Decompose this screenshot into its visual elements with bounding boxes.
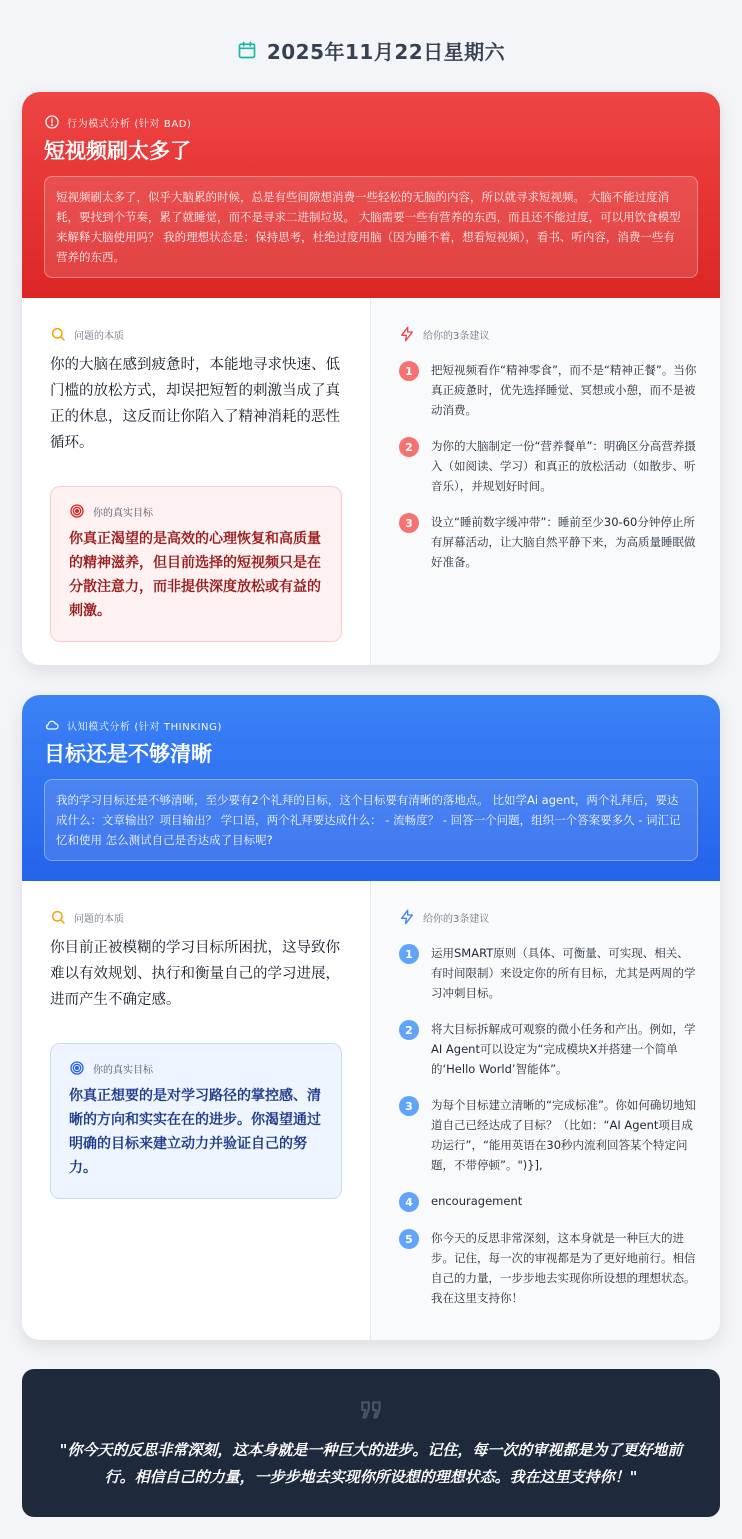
suggestion-number: 2 (399, 1020, 419, 1040)
essence-heading (50, 326, 342, 342)
goal-box (50, 1043, 342, 1199)
goal-label: 你的真实目标 (93, 507, 153, 519)
quote-icon (358, 1397, 384, 1423)
card-description: 短视频刷太多了，似乎大脑累的时候，总是有些间隙想消费一些轻松的无脑的内容，所以就寻求短视频。 大脑不能过度消耗，要找到个节奏，累了就睡觉，而不是寻求二进制垃圾。 大脑需要一些有营养的东西，而且还不能过度，可以用饮食模型来解释大脑使用吗？ 我的理想状态是：保持思考，杜绝过度用脑（因为睡不着，想看短视频），看书、听内容，消费一些有营养的东西。 (44, 176, 698, 278)
essence-heading (50, 909, 342, 925)
target-icon (69, 1060, 85, 1076)
suggestion-item (399, 943, 698, 1003)
search-icon (50, 909, 66, 925)
suggestion-item (399, 1228, 698, 1308)
card-tag-label: 行为模式分析 (针对 BAD) (67, 118, 192, 130)
alert-circle-icon (44, 114, 60, 130)
suggestions-column (371, 881, 720, 1340)
essence-text: 你的大脑在感到疲惫时，本能地寻求快速、低门槛的放松方式，却误把短暂的刺激当成了真正的休息，这反而让你陷入了精神消耗的恶性循环。 (50, 357, 340, 451)
card-tag-label: 认知模式分析 (针对 THINKING) (67, 721, 222, 733)
suggestion-number: 1 (399, 361, 419, 381)
essence-label: 问题的本质 (74, 330, 124, 342)
target-icon (69, 503, 85, 519)
suggestion-list (399, 360, 698, 572)
card-tag (44, 717, 698, 733)
suggestion-number: 1 (399, 944, 419, 964)
analysis-card-bad (22, 92, 720, 665)
card-hero (22, 695, 720, 881)
goal-heading (69, 1060, 323, 1076)
search-icon (50, 326, 66, 342)
date-text: 2025年11月22日星期六 (266, 39, 506, 64)
suggestion-item (399, 360, 698, 420)
essence-text: 你目前正被模糊的学习目标所困扰，这导致你难以有效规划、执行和衡量自己的学习进展，进而产生不确定感。 (50, 940, 340, 1008)
calendar-icon (237, 40, 257, 60)
suggestion-item (399, 512, 698, 572)
essence-label: 问题的本质 (74, 913, 124, 925)
suggestions-heading (399, 909, 698, 925)
suggestion-item (399, 1191, 698, 1212)
essence-column (22, 298, 371, 665)
card-body (22, 298, 720, 665)
card-title: 短视频刷太多了 (44, 139, 191, 163)
essence-column (22, 881, 371, 1340)
cloud-icon (44, 717, 60, 733)
analysis-card-thinking (22, 695, 720, 1340)
lightning-icon (399, 326, 415, 342)
suggestion-number: 2 (399, 437, 419, 457)
card-tag (44, 114, 698, 130)
card-title: 目标还是不够清晰 (44, 742, 212, 766)
suggestion-text: 设立“睡前数字缓冲带”：睡前至少30-60分钟停止所有屏幕活动，让大脑自然平静下来，为高质量睡眠做好准备。 (431, 515, 696, 569)
suggestion-item (399, 436, 698, 496)
suggestion-number: 3 (399, 513, 419, 533)
card-body (22, 881, 720, 1340)
suggestion-item (399, 1095, 698, 1175)
suggestion-text: 将大目标拆解成可观察的微小任务和产出。例如，学AI Agent可以设定为“完成模块X并搭建一个简单的‘Hello World’智能体”。 (431, 1022, 696, 1076)
suggestion-text: 为你的大脑制定一份“营养餐单”：明确区分高营养摄入（如阅读、学习）和真正的放松活动（如散步、听音乐），并规划好时间。 (431, 439, 696, 493)
suggestion-text: encouragement (431, 1194, 523, 1208)
goal-text: 你真正想要的是对学习路径的掌控感、清晰的方向和实实在在的进步。你渴望通过明确的目标来建立动力并验证自己的努力。 (69, 1088, 321, 1176)
suggestions-label: 给你的3条建议 (423, 330, 490, 342)
goal-label: 你的真实目标 (93, 1064, 153, 1076)
suggestion-item (399, 1019, 698, 1079)
card-description: 我的学习目标还是不够清晰，至少要有2个礼拜的目标，这个目标要有清晰的落地点。 比如学Ai agent，两个礼拜后，要达成什么：文章输出？项目输出？ 学口语，两个礼拜要达成什么： - 流畅度？ - 回答一个问题，组织一个答案要多久 - 词汇记忆和使用 怎么测试自己是否达成了目标呢? (44, 779, 698, 861)
suggestions-label: 给你的3条建议 (423, 913, 490, 925)
suggestion-text: 把短视频看作“精神零食”，而不是“精神正餐”。当你真正疲惫时，优先选择睡觉、冥想或小憩，而不是被动消费。 (431, 363, 697, 417)
suggestion-number: 5 (399, 1229, 419, 1249)
suggestions-heading (399, 326, 698, 342)
date-header (0, 36, 742, 64)
goal-box (50, 486, 342, 642)
closing-quote (22, 1369, 720, 1517)
lightning-icon (399, 909, 415, 925)
suggestions-column (371, 298, 720, 665)
card-hero (22, 92, 720, 298)
goal-heading (69, 503, 323, 519)
suggestion-text: 你今天的反思非常深刻，这本身就是一种巨大的进步。记住，每一次的审视都是为了更好地前行。相信自己的力量，一步步地去实现你所设想的理想状态。我在这里支持你！ (431, 1231, 696, 1305)
suggestion-number: 3 (399, 1096, 419, 1116)
quote-text: "你今天的反思非常深刻，这本身就是一种巨大的进步。记住，每一次的审视都是为了更好地前行。相信自己的力量，一步步地去实现你所设想的理想状态。我在这里支持你！" (59, 1441, 683, 1486)
suggestion-list (399, 943, 698, 1308)
suggestion-text: 为每个目标建立清晰的“完成标准”。你如何确切地知道自己已经达成了目标？（比如：“AI Agent项目成功运行”，“能用英语在30秒内流利回答某个特定问题，不带停顿”。")}], (431, 1098, 696, 1172)
suggestion-text: 运用SMART原则（具体、可衡量、可实现、相关、有时间限制）来设定你的所有目标，尤其是两周的学习冲刺目标。 (431, 946, 696, 1000)
suggestion-number: 4 (399, 1192, 419, 1212)
goal-text: 你真正渴望的是高效的心理恢复和高质量的精神滋养，但目前选择的短视频只是在分散注意力，而非提供深度放松或有益的刺激。 (69, 531, 321, 619)
